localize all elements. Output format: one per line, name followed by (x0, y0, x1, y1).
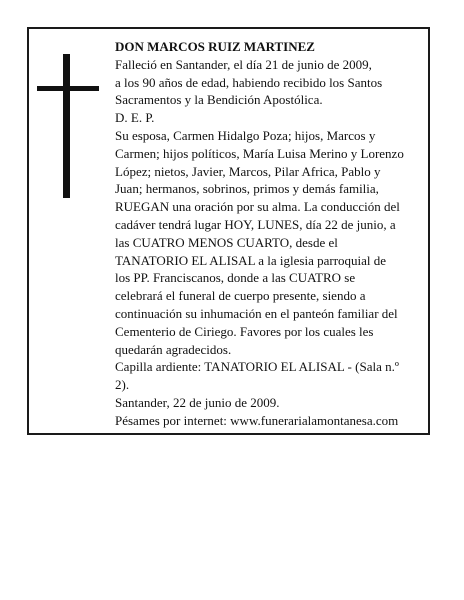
text-line: Falleció en Santander, el día 21 de junio de 2009, (115, 56, 372, 72)
text-line: las CUATRO MENOS CUARTO, desde el (115, 234, 338, 250)
cross-vertical-bar (63, 54, 70, 198)
text-line: Su esposa, Carmen Hidalgo Poza; hijos, Marcos y (115, 127, 376, 143)
text-line: Santander, 22 de junio de 2009. (115, 394, 280, 410)
text-line: a los 90 años de edad, habiendo recibido los Santos (115, 74, 383, 90)
text-line: los PP. Franciscanos, donde a las CUATRO se (115, 270, 356, 286)
text-line: continuación su inhumación en el panteón familiar del (115, 305, 398, 321)
obituary-text (115, 38, 420, 430)
text-line: Capilla ardiente: TANATORIO EL ALISAL - (Sala n.º (115, 359, 399, 375)
cross-horizontal-bar (37, 86, 99, 91)
text-line: TANATORIO EL ALISAL a la iglesia parroquial de (115, 252, 387, 268)
text-line: cadáver tendrá lugar HOY, LUNES, día 22 de junio, a (115, 216, 396, 232)
deceased-name: DON MARCOS RUIZ MARTINEZ (115, 39, 315, 54)
text-line: 2). (115, 377, 130, 393)
text-line: López; nietos, Javier, Marcos, Pilar Africa, Pablo y (115, 163, 381, 179)
text-line: Cementerio de Ciriego. Favores por los cuales les (115, 323, 374, 339)
text-line: D. E. P. (115, 110, 155, 126)
website-line: Pésames por internet: www.funerarialamontanesa.com (115, 412, 399, 428)
text-line: Juan; hermanos, sobrinos, primos y demás familia, (115, 181, 379, 197)
cross-icon (37, 54, 99, 198)
text-line: RUEGAN una oración por su alma. La conducción del (115, 199, 400, 215)
text-line: quedarán agradecidos. (115, 341, 232, 357)
text-line: Carmen; hijos políticos, María Luisa Merino y Lorenzo (115, 145, 404, 161)
text-line: Sacramentos y la Bendición Apostólica. (115, 92, 323, 108)
text-line: celebrará el funeral de cuerpo presente, siendo a (115, 288, 366, 304)
